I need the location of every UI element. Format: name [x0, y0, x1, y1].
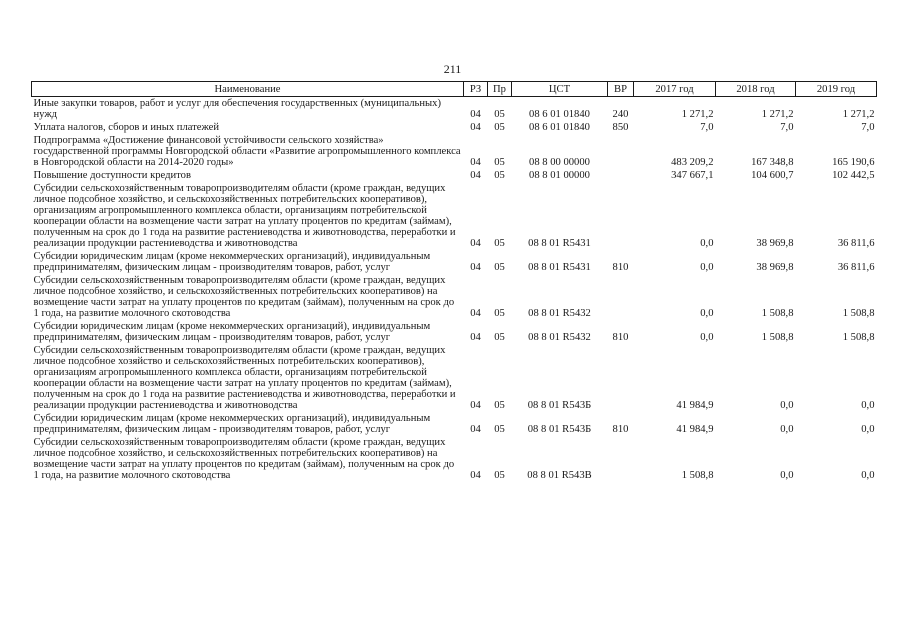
row-cst: 08 8 01 R5432: [528, 332, 591, 343]
row-2017: 347 667,1: [671, 170, 714, 181]
header-pr: Пр: [488, 82, 512, 97]
row-name: Иные закупки товаров, работ и услуг для обеспечения государственных (муниципальных) нужд: [33, 98, 441, 120]
row-vr: 810: [612, 332, 629, 343]
row-name: Субсидии сельскохозяйственным товаропроизводителям области (кроме граждан, ведущих личное подсобное хозяйство, и сельскохозяйственных потребительских кооперативов), организациям агропромышленного комплекса области, организациям потребительской кооперации области на возмещение части затрат на уплату процентов по кредитам (займам), полученным на срок до 1 года на развитие растениеводства и животноводства, переработки и реализации продукции растениеводства и животноводства: [33, 183, 456, 249]
table-row: [32, 169, 877, 182]
row-rz: 04: [470, 332, 481, 343]
row-2017: 0,0: [700, 308, 714, 319]
row-rz: 04: [470, 262, 481, 273]
row-2019: 1 508,8: [842, 308, 875, 319]
row-2017: 41 984,9: [676, 400, 714, 411]
header-name: Наименование: [32, 82, 464, 97]
header-rz: РЗ: [464, 82, 488, 97]
header-vr: ВР: [608, 82, 634, 97]
row-cst: 08 8 01 R5431: [528, 238, 591, 249]
row-2019: 102 442,5: [832, 170, 875, 181]
row-pr: 05: [494, 122, 505, 133]
header-2019: 2019 год: [796, 82, 877, 97]
row-2017: 1 271,2: [681, 109, 714, 120]
row-2017: 483 209,2: [671, 157, 714, 168]
row-pr: 05: [494, 308, 505, 319]
row-vr: 810: [612, 262, 629, 273]
row-2017: 0,0: [700, 332, 714, 343]
table-row: [32, 436, 877, 482]
row-2017: 1 508,8: [681, 470, 714, 481]
row-2018: 167 348,8: [751, 157, 794, 168]
table-row: [32, 344, 877, 412]
table-row: [32, 182, 877, 250]
row-cst: 08 8 01 R543В: [527, 470, 592, 481]
row-name: Уплата налогов, сборов и иных платежей: [33, 122, 220, 133]
row-2019: 0,0: [861, 400, 875, 411]
row-2018: 0,0: [780, 470, 794, 481]
page-number: 211: [443, 62, 462, 76]
row-pr: 05: [494, 109, 505, 120]
row-2018: 0,0: [780, 400, 794, 411]
row-2018: 7,0: [780, 122, 794, 133]
row-vr: [608, 182, 634, 250]
row-cst: 08 8 01 R5432: [528, 308, 591, 319]
row-vr: [608, 169, 634, 182]
row-2017: 0,0: [700, 238, 714, 249]
row-rz: 04: [470, 470, 481, 481]
table-row: [32, 412, 877, 436]
row-vr: 240: [612, 109, 629, 120]
row-2019: 165 190,6: [832, 157, 875, 168]
row-rz: 04: [470, 122, 481, 133]
row-2018: 38 969,8: [756, 238, 794, 249]
row-2018: 1 508,8: [761, 308, 794, 319]
row-2018: 1 508,8: [761, 332, 794, 343]
table-body: [32, 97, 877, 483]
row-2019: 0,0: [861, 470, 875, 481]
row-pr: 05: [494, 424, 505, 435]
row-name: Субсидии сельскохозяйственным товаропроизводителям области (кроме граждан, ведущих личное подсобное хозяйство, и сельскохозяйственных потребительских кооперативов) на возмещение части затрат на уплату процентов по кредитам (займам), полученным на срок до 1 года, на развитие молочного скотоводства: [33, 275, 455, 319]
row-cst: 08 8 01 00000: [529, 170, 590, 181]
row-pr: 05: [494, 470, 505, 481]
row-rz: 04: [470, 308, 481, 319]
table-row: [32, 250, 877, 274]
row-2019: 0,0: [861, 424, 875, 435]
table-row: [32, 134, 877, 169]
row-pr: 05: [494, 170, 505, 181]
row-vr: [608, 274, 634, 320]
row-name: Субсидии юридическим лицам (кроме некоммерческих организаций), индивидуальным предпринимателям, физическим лицам - производителям товаров, работ, услуг: [33, 321, 431, 343]
row-name: Подпрограмма «Достижение финансовой устойчивости сельского хозяйства» государственной программы Новгородской области «Развитие агропромышленного комплекса в Новгородской области на 2014-2020 годы»: [33, 135, 461, 168]
table-header: [32, 82, 877, 97]
row-2019: 7,0: [861, 122, 875, 133]
table-row: [32, 274, 877, 320]
header-row: [32, 82, 877, 97]
row-2017: 7,0: [700, 122, 714, 133]
row-vr: [608, 344, 634, 412]
header-2018: 2018 год: [716, 82, 796, 97]
row-name: Субсидии сельскохозяйственным товаропроизводителям области (кроме граждан, ведущих личное подсобное хозяйство, и сельскохозяйственных потребительских кооперативов) на возмещение части затрат на уплату процентов по кредитам (займам), полученным на срок до 1 года, на развитие молочного скотоводства: [33, 437, 455, 481]
row-pr: 05: [494, 332, 505, 343]
budget-table: [31, 81, 877, 482]
row-2019: 1 508,8: [842, 332, 875, 343]
row-rz: 04: [470, 238, 481, 249]
row-rz: 04: [470, 424, 481, 435]
row-vr: 850: [612, 122, 629, 133]
table-row: [32, 97, 877, 122]
row-cst: 08 6 01 01840: [529, 109, 590, 120]
row-2019: 36 811,6: [837, 262, 875, 273]
row-cst: 08 8 01 R543Б: [527, 424, 592, 435]
row-vr: [608, 436, 634, 482]
row-vr: 810: [612, 424, 629, 435]
row-2019: 36 811,6: [837, 238, 875, 249]
row-cst: 08 6 01 01840: [529, 122, 590, 133]
row-rz: 04: [470, 109, 481, 120]
row-2018: 104 600,7: [751, 170, 794, 181]
row-2018: 38 969,8: [756, 262, 794, 273]
row-name: Повышение доступности кредитов: [33, 170, 191, 181]
row-rz: 04: [470, 170, 481, 181]
row-pr: 05: [494, 262, 505, 273]
row-2019: 1 271,2: [842, 109, 875, 120]
row-cst: 08 8 01 R5431: [528, 262, 591, 273]
row-name: Субсидии юридическим лицам (кроме некоммерческих организаций), индивидуальным предпринимателям, физическим лицам - производителям товаров, работ, услуг: [33, 251, 431, 273]
table-row: [32, 320, 877, 344]
row-pr: 05: [494, 238, 505, 249]
header-cst: ЦСТ: [512, 82, 608, 97]
row-name: Субсидии сельскохозяйственным товаропроизводителям области (кроме граждан, ведущих личное подсобное хозяйство и сельскохозяйственных потребительских кооперативов), организациям агропромышленного комплекса области, организациям потребительской кооперации области на возмещение части затрат на уплату процентов по кредитам (займам), полученным на срок до 1 года на развитие растениеводства и животноводства, переработки и реализации продукции растениеводства и животноводства: [33, 345, 456, 411]
row-vr: [608, 134, 634, 169]
header-2017: 2017 год: [634, 82, 716, 97]
row-pr: 05: [494, 157, 505, 168]
row-name: Субсидии юридическим лицам (кроме некоммерческих организаций), индивидуальным предпринимателям, физическим лицам - производителям товаров, работ, услуг: [33, 413, 431, 435]
row-2017: 0,0: [700, 262, 714, 273]
row-rz: 04: [470, 157, 481, 168]
row-2018: 0,0: [780, 424, 794, 435]
row-rz: 04: [470, 400, 481, 411]
row-cst: 08 8 01 R543Б: [527, 400, 592, 411]
row-2018: 1 271,2: [761, 109, 794, 120]
row-pr: 05: [494, 400, 505, 411]
row-cst: 08 8 00 00000: [529, 157, 590, 168]
table-row: [32, 121, 877, 134]
row-2017: 41 984,9: [676, 424, 714, 435]
